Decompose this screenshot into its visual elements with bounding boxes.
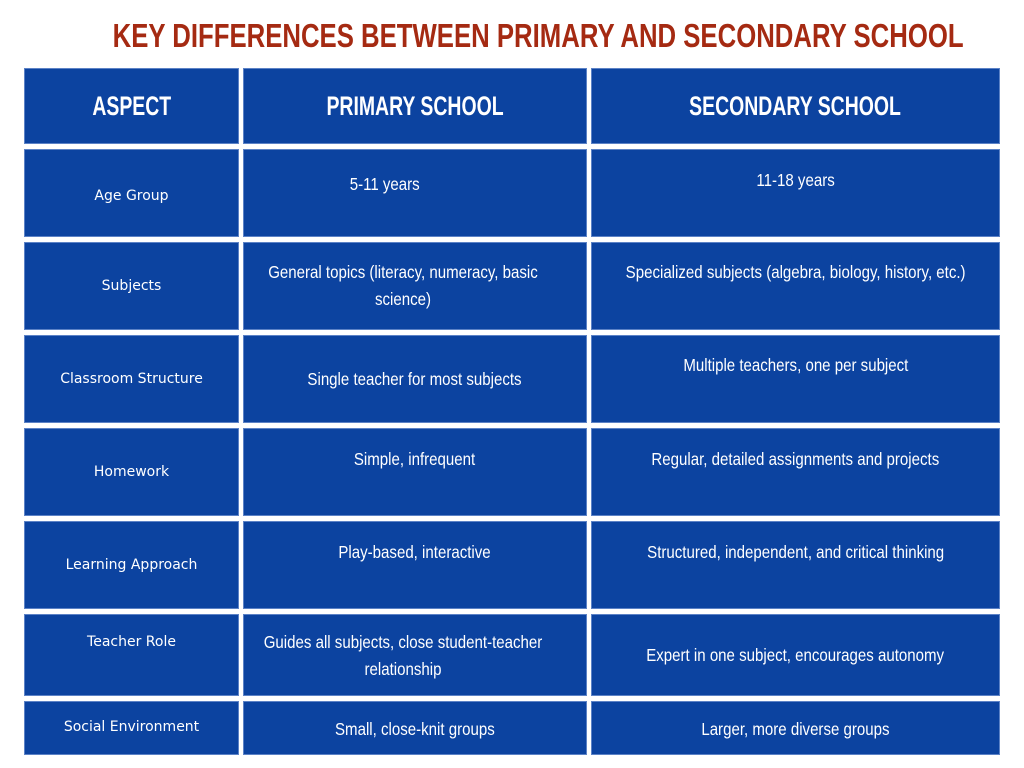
header-secondary-label: SECONDARY SCHOOL [689,90,902,121]
secondary-cell [591,149,1000,237]
primary-value: Single teacher for most subjects [307,368,523,389]
primary-value: Simple, infrequent [354,449,476,469]
secondary-cell [591,614,1000,696]
secondary-value: Regular, detailed assignments and projects [651,449,940,469]
secondary-value: Specialized subjects (algebra, biology, history, etc.) [625,262,966,282]
header-aspect-label: ASPECT [92,90,171,121]
primary-value: Guides all subjects, close student-teacher relationship [263,632,543,679]
aspect-cell: Subjects [24,242,239,330]
primary-value: General topics (literacy, numeracy, basic science) [268,262,538,309]
primary-cell [243,701,587,755]
secondary-value: 11-18 years [756,170,835,190]
aspect-cell: Homework [24,428,239,516]
header-aspect [24,68,239,144]
primary-cell [243,428,587,516]
aspect-cell: Learning Approach [24,521,239,609]
aspect-cell: Age Group [24,149,239,237]
secondary-cell [591,242,1000,330]
secondary-cell [591,335,1000,423]
primary-cell [243,521,587,609]
secondary-value: Multiple teachers, one per subject [682,355,909,375]
primary-value: Play-based, interactive [338,542,492,562]
page-title: KEY DIFFERENCES BETWEEN PRIMARY AND SECONDARY SCHOOL [112,17,964,54]
secondary-value: Larger, more diverse groups [701,719,890,739]
aspect-cell: Social Environment [24,701,239,755]
primary-value: Small, close-knit groups [335,719,495,739]
primary-value: 5-11 years [349,174,420,194]
header-secondary-school [591,68,1000,144]
aspect-cell: Classroom Structure [24,335,239,423]
header-primary-label: PRIMARY SCHOOL [326,90,504,121]
aspect-cell: Teacher Role [24,614,239,696]
primary-cell [243,242,587,330]
secondary-value: Structured, independent, and critical thinking [646,542,944,562]
primary-cell [243,614,587,696]
primary-cell [243,335,587,423]
secondary-cell [591,428,1000,516]
comparison-table [24,68,1000,755]
secondary-value: Expert in one subject, encourages autonomy [646,644,945,665]
secondary-cell [591,521,1000,609]
primary-cell [243,149,587,237]
secondary-cell [591,701,1000,755]
header-primary-school [243,68,587,144]
